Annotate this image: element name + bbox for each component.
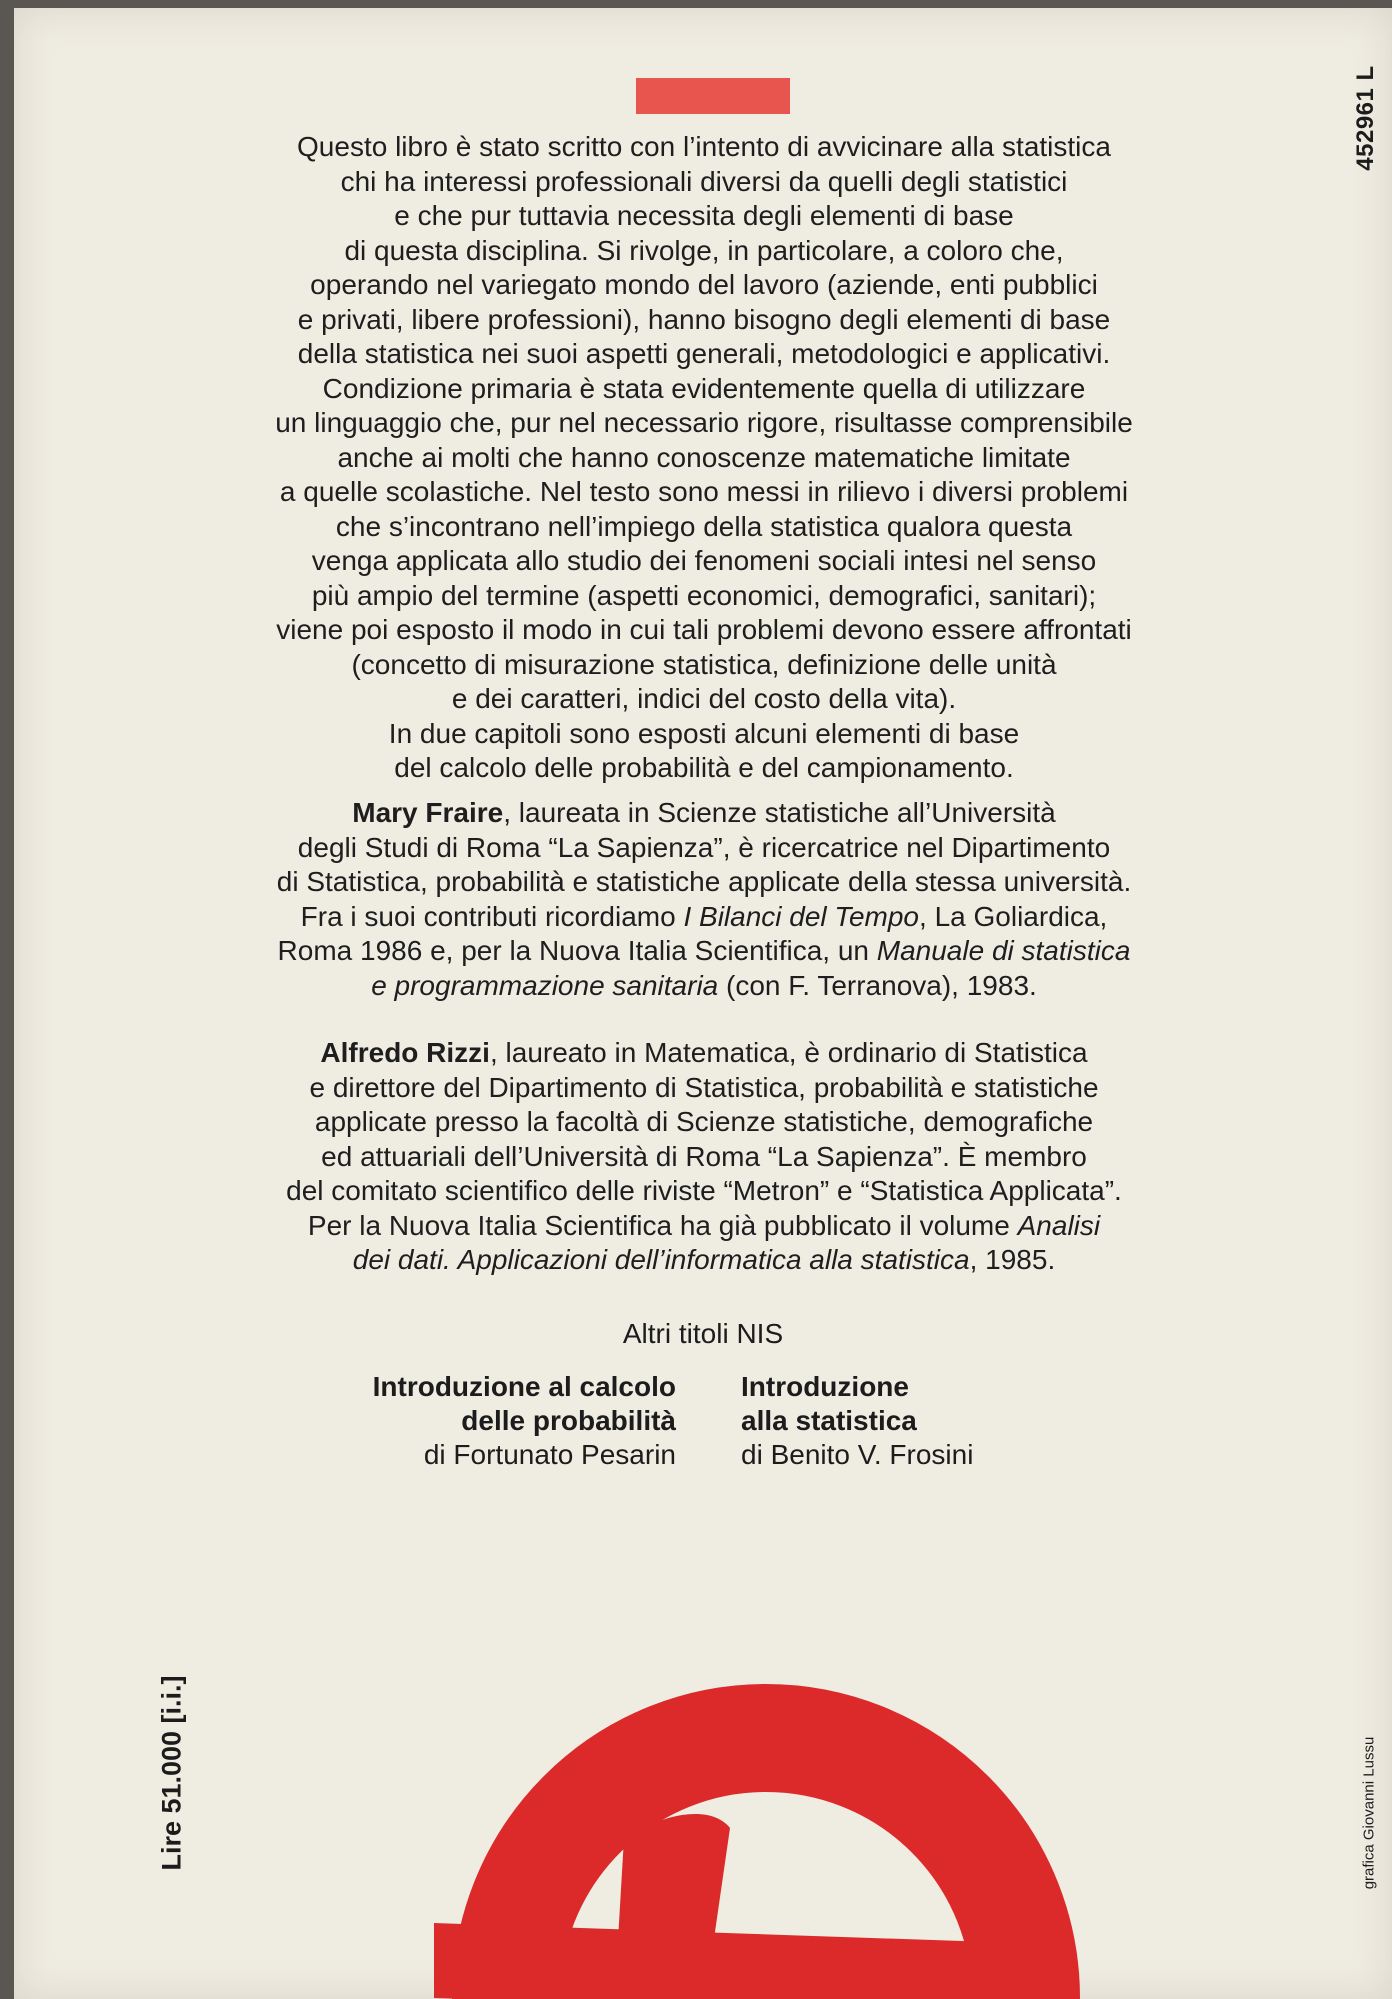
book-author: di Fortunato Pesarin (423, 1439, 676, 1470)
blurb-line: più ampio del termine (aspetti economici, demografici, sanitari); (311, 579, 1097, 611)
book-title-line: Introduzione al calcolo (372, 1371, 676, 1402)
blurb-line: operando nel variegato mondo del lavoro (aziende, enti pubblici (310, 269, 1098, 300)
red-accent-bar (636, 78, 790, 114)
bio-line: Fra i suoi contributi ricordiamo I Bilanci del Tempo, La Goliardica, (300, 900, 1108, 932)
bio-line: dei dati. Applicazioni dell’informatica alla statistica, 1985. (352, 1244, 1056, 1275)
blurb-line: Questo libro è stato scritto con l’intento di avvicinare alla statistica (297, 131, 1111, 162)
blurb-line: della statistica nei suoi aspetti generali, metodologici e applicativi. (297, 338, 1111, 369)
book-title-line: Introduzione (741, 1371, 909, 1402)
blurb-line: di questa disciplina. Si rivolge, in particolare, a coloro che, (344, 234, 1064, 266)
author-bio-rizzi (164, 1036, 1244, 1278)
bio-line: del comitato scientifico delle riviste “Metron” e “Statistica Applicata”. (286, 1175, 1122, 1206)
bio-line: Alfredo Rizzi, laureato in Matematica, è ordinario di Statistica (320, 1037, 1088, 1068)
bio-line: Per la Nuova Italia Scientifica ha già pubblicato il volume Analisi (307, 1209, 1101, 1241)
blurb-line: che s’incontrano nell’impiego della statistica qualora questa (335, 510, 1073, 542)
blurb-line: un linguaggio che, pur nel necessario rigore, risultasse comprensibile (275, 407, 1133, 438)
blurb-line: e che pur tuttavia necessita degli elementi di base (394, 200, 1014, 231)
book-blurb (164, 130, 1244, 786)
bio-line: Roma 1986 e, per la Nuova Italia Scientifica, un Manuale di statistica (277, 935, 1131, 966)
bio-line: Mary Fraire, laureata in Scienze statistiche all’Università (352, 797, 1056, 828)
other-title-book (741, 1370, 973, 1472)
book-title: I Bilanci del Tempo (683, 900, 920, 932)
blurb-line: del calcolo delle probabilità e del campionamento. (394, 752, 1014, 783)
book-title: e programmazione sanitaria (371, 969, 719, 1001)
author-name: Alfredo Rizzi (320, 1037, 490, 1068)
blurb-line: anche ai molti che hanno conoscenze matematiche limitate (337, 441, 1071, 473)
blurb-line: a quelle scolastiche. Nel testo sono messi in rilievo i diversi problemi (279, 476, 1129, 507)
bio-line: ed attuariali dell’Università di Roma “La Sapienza”. È membro (321, 1140, 1087, 1172)
blurb-line: In due capitoli sono esposti alcuni elementi di base (388, 717, 1020, 749)
bio-line: e direttore del Dipartimento di Statistica, probabilità e statistiche (309, 1071, 1099, 1103)
other-title-book (373, 1370, 676, 1472)
blurb-line: viene poi esposto il modo in cui tali problemi devono essere affrontati (276, 614, 1132, 645)
blurb-line: e privati, libere professioni), hanno bisogno degli elementi di base (297, 303, 1111, 335)
author-bio-fraire (164, 796, 1244, 1003)
bio-line: e programmazione sanitaria (con F. Terranova), 1983. (371, 969, 1037, 1001)
blurb-line: Condizione primaria è stata evidentemente quella di utilizzare (322, 372, 1086, 404)
bio-line: applicate presso la facoltà di Scienze statistiche, demografiche (314, 1106, 1094, 1137)
author-name: Mary Fraire (352, 797, 504, 828)
book-title: Analisi (1017, 1209, 1101, 1241)
book-title: Manuale di statistica (876, 935, 1131, 966)
book-title: dei dati. Applicazioni dell’informatica alla statistica (352, 1244, 970, 1275)
design-credit: grafica Giovanni Lussu (1360, 1736, 1378, 1890)
catalog-code: 452961 L (1352, 65, 1379, 171)
blurb-line: (concetto di misurazione statistica, definizione delle unità (351, 648, 1057, 680)
blurb-line: chi ha interessi professionali diversi da quelli degli statistici (340, 165, 1068, 197)
blurb-line: e dei caratteri, indici del costo della vita). (451, 683, 957, 714)
book-title-line: delle probabilità (461, 1405, 676, 1436)
bio-line: di Statistica, probabilità e statistiche applicate della stessa università. (276, 866, 1132, 897)
other-titles-heading: Altri titoli NIS (622, 1318, 784, 1349)
price-label: Lire 51.000 [i.i.] (156, 1675, 187, 1871)
blurb-line: venga applicata allo studio dei fenomeni sociali intesi nel senso (311, 545, 1097, 576)
bio-line: degli Studi di Roma “La Sapienza”, è ricercatrice nel Dipartimento (297, 831, 1111, 863)
back-cover (14, 8, 1392, 1999)
book-author: di Benito V. Frosini (741, 1439, 974, 1470)
book-title-line: alla statistica (741, 1405, 917, 1436)
